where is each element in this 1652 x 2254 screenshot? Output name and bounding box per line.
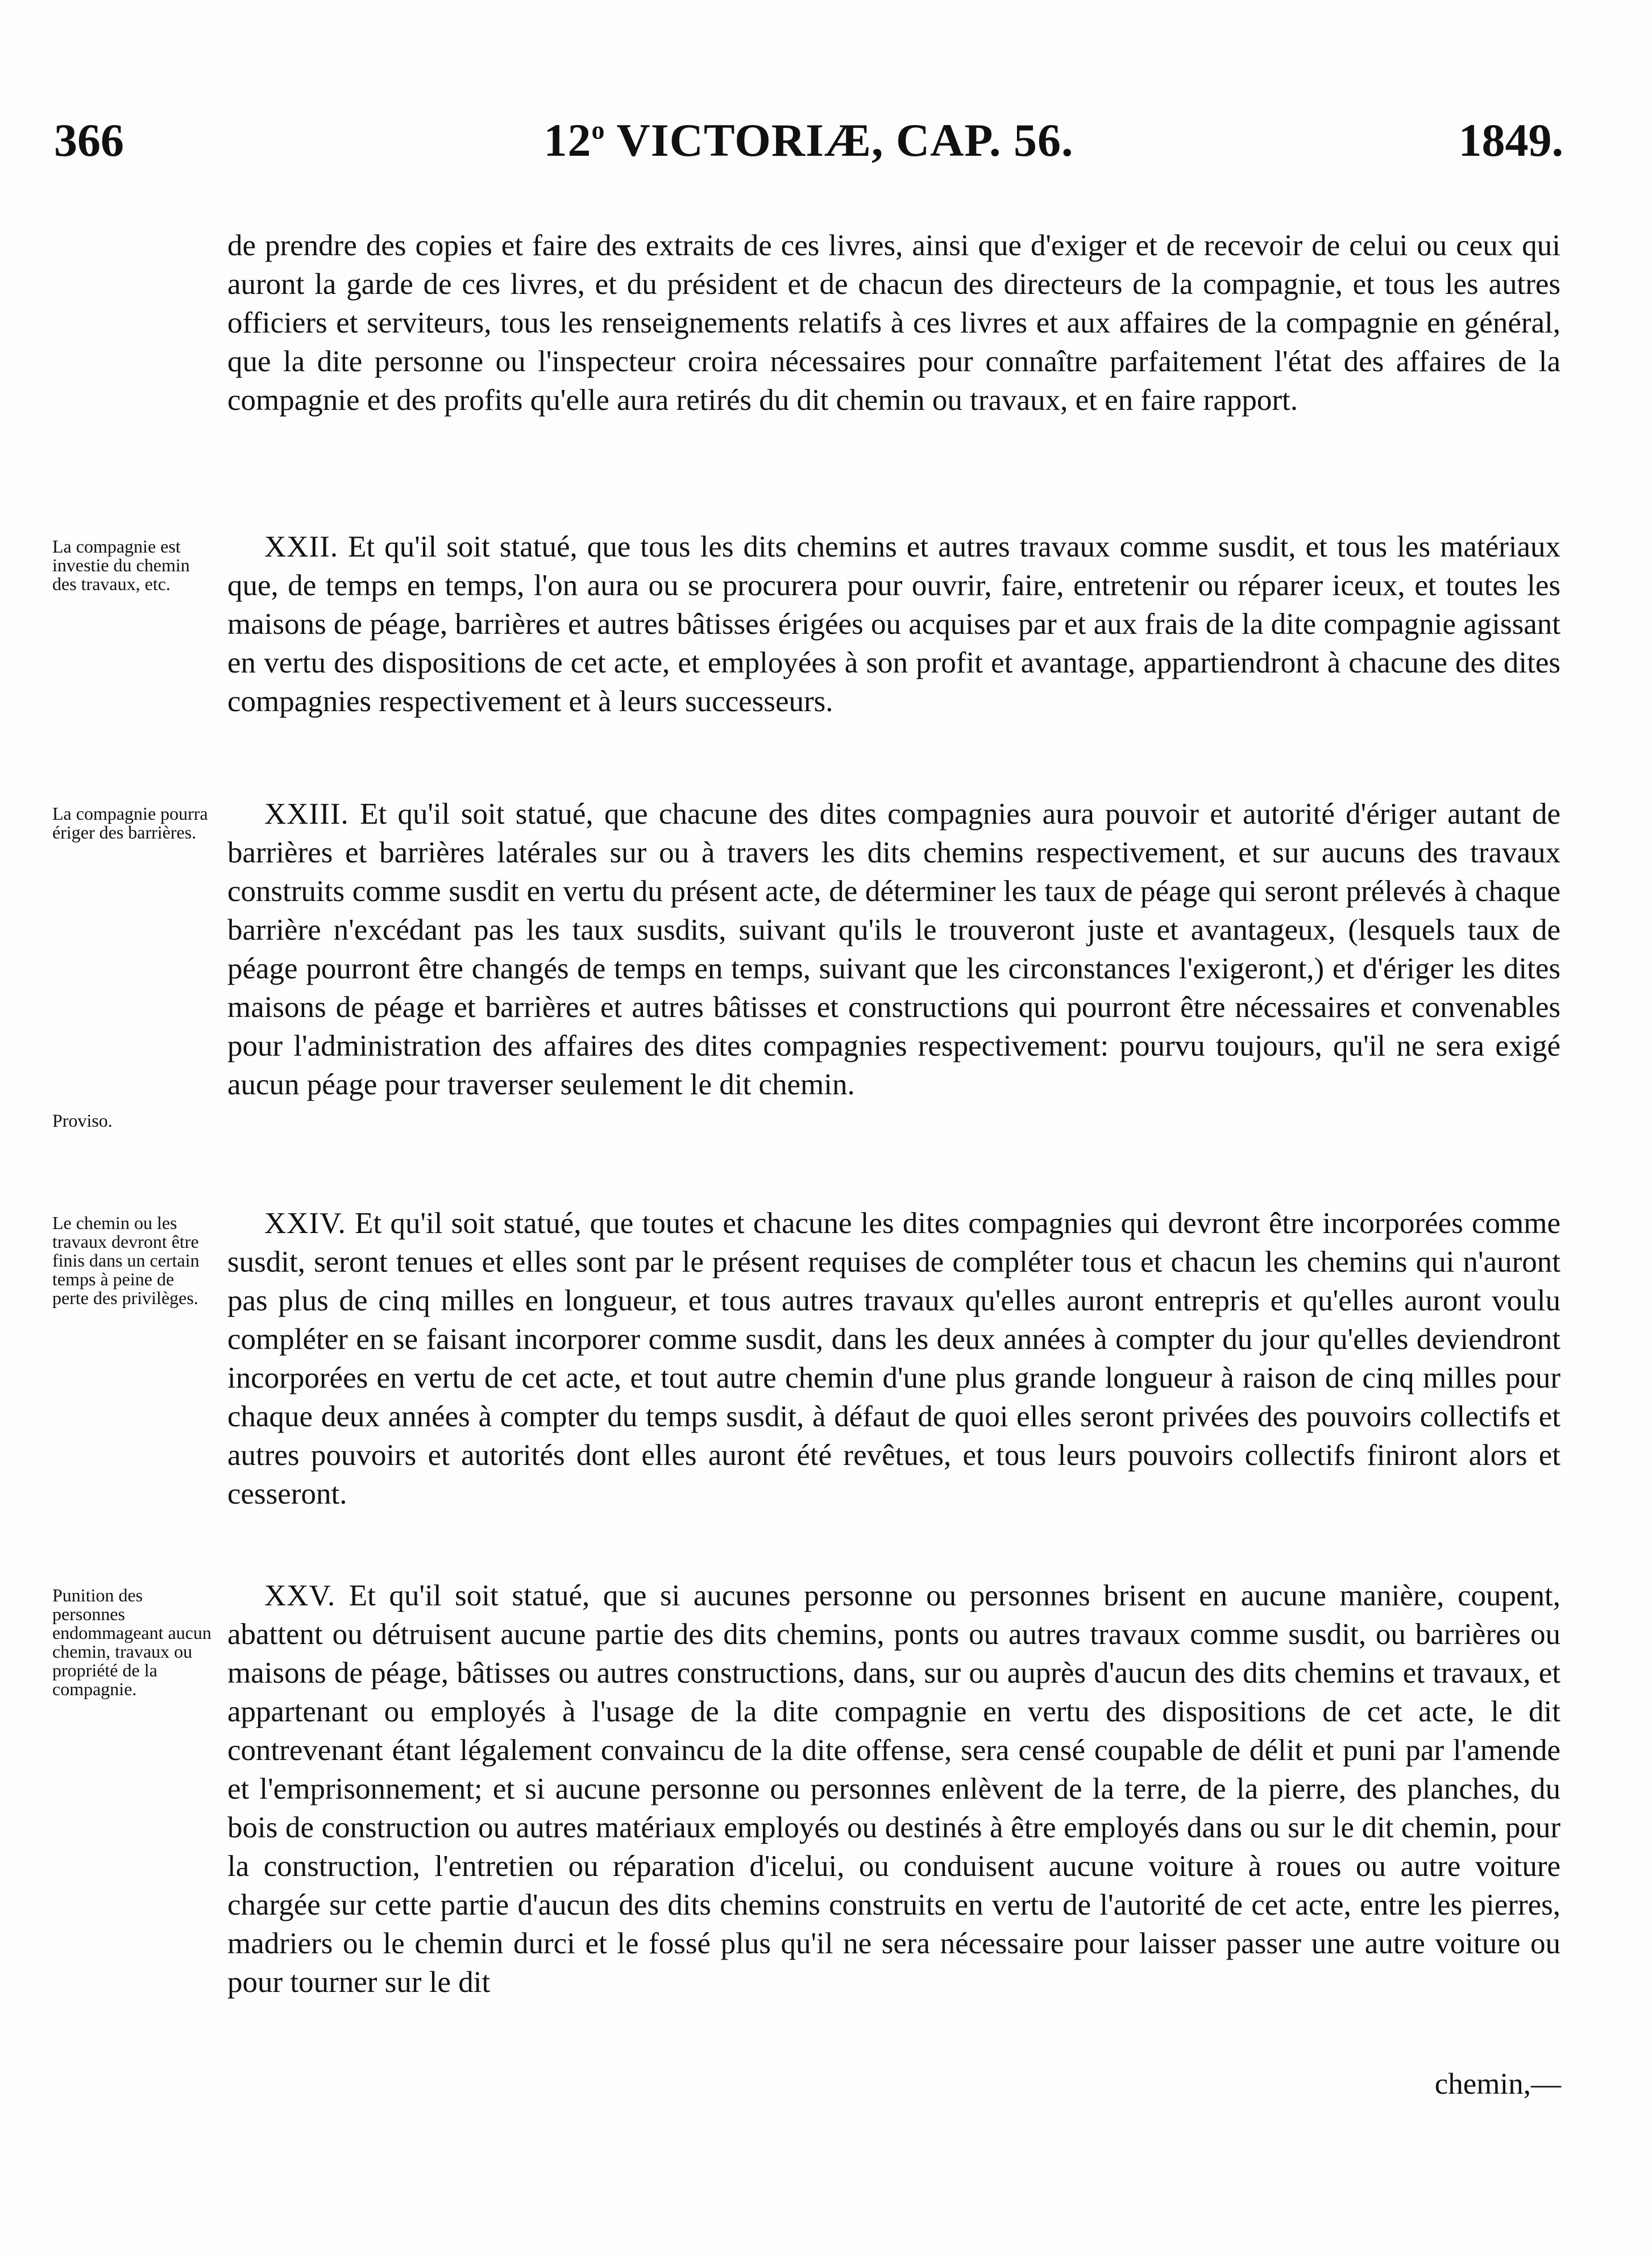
running-header [54, 114, 1563, 176]
intro-paragraph: de prendre des copies et faire des extraits de ces livres, ainsi que d'exiger et de recevoir de celui ou ceux qui auront la garde de ces livres, et du président et de chacun des directeurs de la compagnie, et tous les autres officiers et serviteurs, tous les renseignements relatifs à ces livres et aux affaires de la compagnie en général, que la dite personne ou l'inspecteur croira nécessaires pour connaître parfaitement l'état des affaires de la compagnie et des profits qu'elle aura retirés du dit chemin ou travaux, et en faire rapport. [227, 229, 1560, 417]
sidenote-proviso [52, 1111, 211, 1130]
sidenote-proviso-text: Proviso. [52, 1110, 113, 1131]
sidenote-text: La compagnie est investie du chemin des travaux, etc. [52, 536, 190, 594]
section-text: Et qu'il soit statué, que si aucunes personne ou personnes brisent en aucune manière, coupent, abattent ou détruisent aucune partie des dits chemins, ponts ou autres travaux comme susdit, ou barrières ou maisons de péage, bâtisses ou autres constructions, dans, sur ou auprès d'aucun des dits chemins et travaux, et appartenant ou employés à l'usage de la dite compagnie en vertu des dispositions de cet acte, le dit contrevenant étant légalement convaincu de la dite offense, sera censé coupable de délit et puni par l'amende et l'emprisonnement; et si aucune personne ou personnes enlèvent de la terre, de la pierre, des planches, du bois de construction ou autres matériaux employés ou destinés à être employés dans ou sur le dit chemin, pour la construction, l'entretien ou réparation d'icelui, ou conduisent aucune voiture à roues ou autre voiture chargée sur cette partie d'aucun des dits chemins construits en vertu de l'autorité de cet acte, entre les pierres, madriers ou le chemin durci et le fossé plus qu'il ne sera nécessaire pour laisser passer une autre voiture ou pour tourner sur le dit [227, 1579, 1560, 1999]
section-text: Et qu'il soit statué, que toutes et chacune les dites compagnies qui devront être incorporées comme susdit, seront tenues et elles sont par le présent requises de compléter tous et chacun les chemins qui n'auront pas plus de cinq milles en longueur, et tous autres travaux qu'elles auront entrepris et qu'elles auront voulu compléter en se faisant incorporer comme susdit, dans les deux années à compter du jour qu'elles deviendront incorporées en vertu de cet acte, et tout autre chemin d'une plus grande longueur à raison de cinq milles pour chaque deux années à compter du temps susdit, à défaut de quoi elles seront privées des pouvoirs collectifs et autres pouvoirs et autorités dont elles auront été revêtues, et tous leurs pouvoirs collectifs finiront alors et cesseront. [227, 1207, 1560, 1510]
section-paragraph [227, 795, 1560, 1104]
sidenote-text: La compagnie pourra ériger des barrières. [52, 803, 208, 842]
title-superscript: o [591, 115, 605, 144]
section-number: XXIV. [264, 1207, 346, 1240]
section-paragraph [227, 528, 1560, 721]
sidenote-xxv [52, 1586, 211, 1699]
section-text: Et qu'il soit statué, que tous les dits chemins et autres travaux comme susdit, et tous les matériaux que, de temps en temps, l'on aura ou se procurera pour ouvrir, faire, entretenir ou réparer iceux, et toutes les maisons de péage, barrières et autres bâtisses érigées ou acquises par et aux frais de la dite compagnie agissant en vertu des dispositions de cet acte, et employées à son profit et avantage, appartiendront à chacune des dites compagnies respectivement et à leurs successeurs. [227, 530, 1560, 718]
section-number: XXIII. [264, 798, 349, 831]
section-text: Et qu'il soit statué, que chacune des dites compagnies aura pouvoir et autorité d'ériger autant de barrières et barrières latérales sur ou à travers les dits chemins respectivement, et sur aucuns des travaux construits comme susdit en vertu du présent acte, de déterminer les taux de péage qui seront prélevés à chaque barrière n'excédant pas les taux susdits, suivant qu'ils le trouveront juste et avantageux, (lesquels taux de péage pourront être changés de temps en temps, suivant que les circonstances l'exigeront,) et d'ériger les dites maisons de péage et barrières et autres bâtisses et constructions qui pourront être nécessaires et convenables pour l'administration des affaires des dites compagnies respectivement: pourvu toujours, qu'il ne sera exigé aucun péage pour traverser seulement le dit chemin. [227, 798, 1560, 1101]
section-xxiv [227, 1204, 1560, 1513]
section-xxii [227, 528, 1560, 721]
section-paragraph [227, 1576, 1560, 2002]
page-number: 366 [54, 114, 124, 166]
sidenote-xxii [52, 537, 211, 593]
sidenote-text: Punition des personnes endommageant aucun chemin, travaux ou propriété de la compagnie. [52, 1585, 211, 1699]
section-xxiii [227, 795, 1560, 1104]
section-number: XXII. [264, 530, 339, 563]
page-title [54, 114, 1563, 167]
intro-paragraph-block [227, 226, 1560, 420]
sidenote-xxiv [52, 1214, 211, 1307]
section-number: XXV. [264, 1579, 336, 1612]
section-paragraph [227, 1204, 1560, 1513]
section-xxv [227, 1576, 1560, 2002]
catchword: chemin,— [1434, 2068, 1561, 2101]
header-year: 1849. [1458, 114, 1563, 166]
sidenote-text: Le chemin ou les travaux devront être finis dans un certain temps à peine de perte des privilèges. [52, 1213, 200, 1308]
sidenote-xxiii [52, 804, 211, 842]
title-number: 12 [543, 114, 592, 166]
title-text: VICTORIÆ, CAP. 56. [605, 114, 1074, 166]
